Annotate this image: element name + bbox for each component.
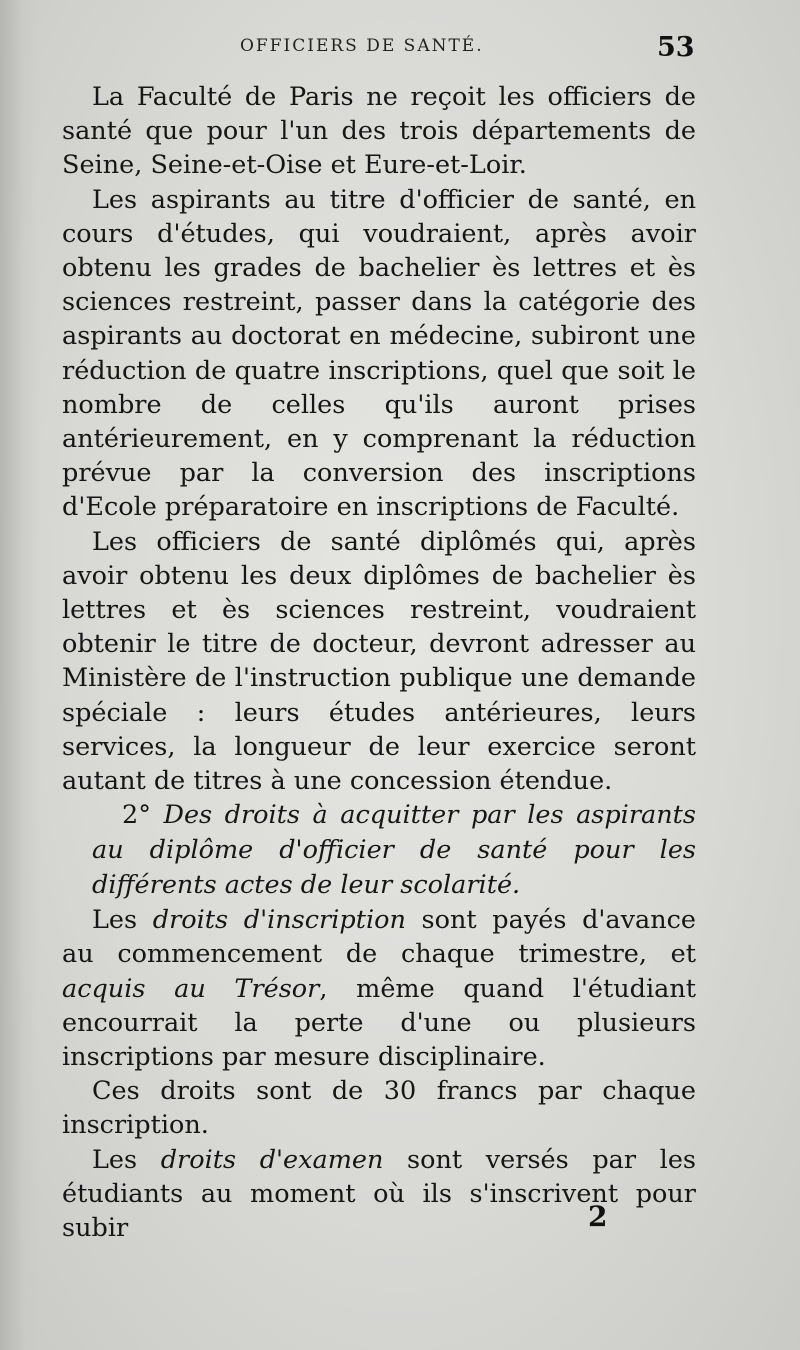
paragraph-3: Les officiers de santé diplômés qui, après avoir obtenu les deux diplômes de bachelier ès lettres et ès sciences restreint, voudraient obtenir le titre de docteur, devront adresser au Ministère de l'instruction publique une demande spéciale : leurs études antérieures, leurs services, la longueur de leur exercice seront autant de titres à une concession étendue. <box>62 526 696 797</box>
paragraph-6-part: Les <box>92 1144 161 1175</box>
emphasis-droits-examen: droits d'examen <box>160 1144 384 1175</box>
paragraph-4-part: sont payés d'avance au commencement de chaque trimestre, et <box>62 905 697 970</box>
page-binding-shadow <box>0 0 40 1350</box>
emphasis-acquis-tresor: acquis au Trésor <box>62 973 320 1004</box>
paragraph-1: La Faculté de Paris ne reçoit les officiers de santé que pour l'un des trois départements de Seine, Seine-et-Oise et Eure-et-Loir. <box>62 82 696 181</box>
paragraph-2: Les aspirants au titre d'officier de santé, en cours d'études, qui voudraient, après avoir obtenu les grades de bachelier ès lettres et ès sciences restreint, passer dans la catégorie des aspirants au doctorat en médecine, subiront une réduction de quatre inscriptions, quel que soit le nombre de celles qu'ils auront prises antérieurement, en y comprenant la réduction prévue par la conversion des inscriptions d'Ecole préparatoire en inscriptions de Faculté. <box>62 184 696 523</box>
body-text <box>62 80 696 1245</box>
section-number: 2° <box>122 800 151 831</box>
paragraph-4-part: , même quand l'étudiant encourrait la perte d'une ou plusieurs inscriptions par mesure disciplinaire. <box>62 973 696 1073</box>
page-header <box>0 32 800 68</box>
section-heading <box>62 798 696 903</box>
emphasis-droits-inscription: droits d'inscription <box>152 905 406 936</box>
paragraph-4-part: Les <box>92 905 153 936</box>
signature-mark: 2 <box>588 1200 608 1233</box>
page-number: 53 <box>657 32 695 63</box>
running-title: OFFICIERS DE SANTÉ. <box>240 36 484 56</box>
paragraph-6-part: sont versés par les étudiants au moment où ils s'inscrivent pour subir <box>62 1144 697 1244</box>
paragraph-5: Ces droits sont de 30 francs par chaque inscription. <box>62 1076 696 1141</box>
paragraph-4 <box>62 903 696 1074</box>
section-heading-text: Des droits à acquitter par les aspirants au diplôme d'officier de santé pour les différents actes de leur scolarité. <box>92 800 696 901</box>
